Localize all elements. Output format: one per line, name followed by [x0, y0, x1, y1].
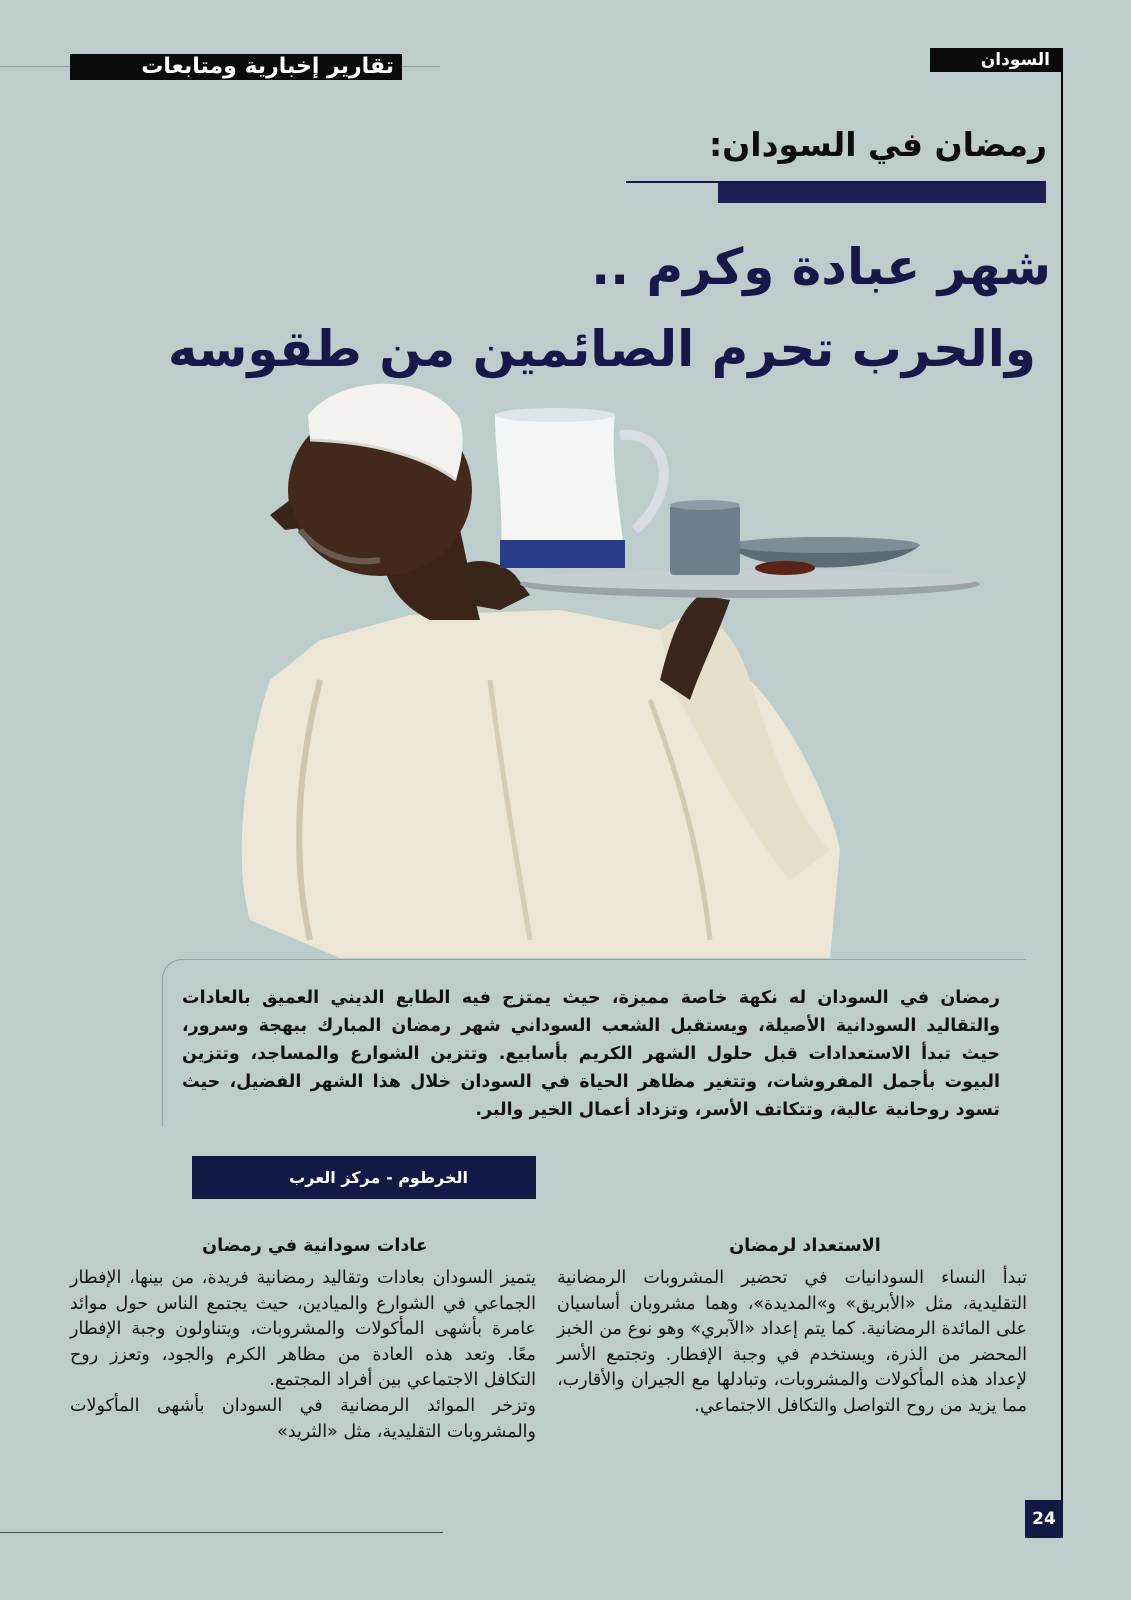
right-margin-rule	[1061, 48, 1063, 1538]
category-tag: تقارير إخبارية ومتابعات	[70, 54, 402, 80]
section-body-preparation	[557, 1266, 1027, 1420]
byline: الخرطوم - مركز العرب	[192, 1156, 536, 1199]
section-heading-preparation: الاستعداد لرمضان	[729, 1236, 881, 1256]
section-body-customs	[70, 1266, 536, 1445]
article-lead: رمضان في السودان له نكهة خاصة مميزة، حيث يمتزج فيه الطابع الديني العميق بالعادات والتقاليد السودانية الأصيلة، ويستقبل الشعب السوداني شهر رمضان المبارك ببهجة وسرور، حيث تبدأ الاستعدادات قبل حلول الشهر الكريم بأسابيع. وتتزين الشوارع والمساجد، وتتزين البيوت بأجمل المفروشات، وتتغير مظاهر الحياة في السودان خلال هذا الشهر الفضيل، حيث تسود روحانية عالية، وتتكاتف الأسر، وتزداد أعمال الخير والبر.	[182, 988, 1000, 1120]
section-tag: السودان	[930, 48, 1062, 72]
page-number: 24	[1025, 1500, 1063, 1538]
section-heading-customs: عادات سودانية في رمضان	[202, 1236, 428, 1256]
article-photo	[230, 380, 990, 958]
headline-line-2: والحرب تحرم الصائمين من طقوسه	[167, 320, 1036, 378]
paragraph: وتزخر الموائد الرمضانية في السودان بأشهى المأكولات والمشروبات التقليدية، مثل «الثريد»	[70, 1395, 536, 1442]
kicker-bar	[718, 183, 1046, 203]
bottom-rule	[0, 1532, 443, 1533]
article-kicker: رمضان في السودان:	[708, 125, 1047, 164]
paragraph: تبدأ النساء السودانيات في تحضير المشروبات الرمضانية التقليدية، مثل «الأبريق» و»المديدة»، وهما مشروبان أساسيان على المائدة الرمضانية. كما يتم إعداد «الآبري» وهو نوع من الخبز المحضر من الذرة، ويستخدم في وجبة الإفطار. وتجتمع الأسر لإعداد هذه المأكولات والمشروبات، وتبادلها مع الجيران والأقارب، مما يزيد من روح التواصل والتكافل الاجتماعي.	[557, 1268, 1027, 1416]
paragraph: يتميز السودان بعادات وتقاليد رمضانية فريدة، من بينها، الإفطار الجماعي في الشوارع والميادين، حيث يجتمع الناس حول موائد عامرة بأشهى المأكولات والمشروبات، ويتناولون وجبة الإفطار معًا. وتعد هذه العادة من مظاهر الكرم والجود، وتعزز روح التكافل الاجتماعي بين أفراد المجتمع.	[70, 1268, 536, 1391]
lead-frame-left	[162, 975, 163, 1127]
lead-frame-top	[180, 959, 1026, 960]
headline-line-1: شهر عبادة وكرم ..	[591, 238, 1051, 296]
